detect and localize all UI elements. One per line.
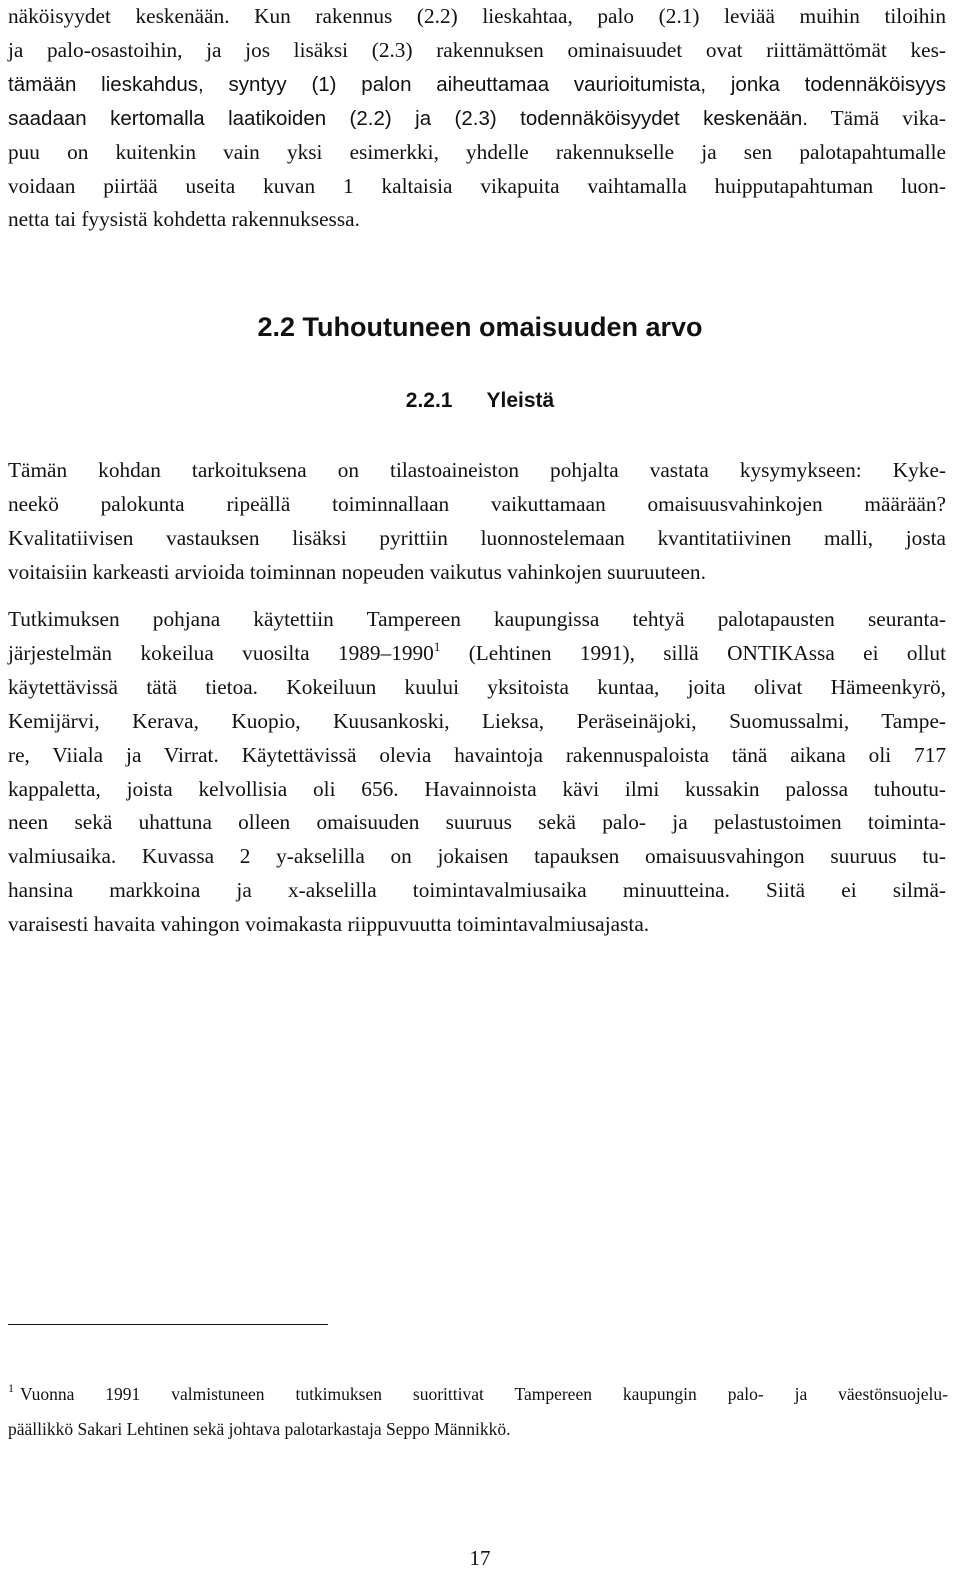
footnote-text: Vuonna 1991 valmistuneen tutkimuksen suorittivat Tampereen kaupungin palo- ja väestönsuojelu- xyxy=(20,1384,948,1404)
text-line: Kemijärvi, Kerava, Kuopio, Kuusankoski, Lieksa, Peräseinäjoki, Suomussalmi, Tampe- xyxy=(8,708,946,733)
text-line-mixed xyxy=(8,102,946,136)
paragraph-study xyxy=(8,603,946,942)
subsection-title: Yleistä xyxy=(486,389,555,412)
footnote-mark: 1 xyxy=(8,1381,14,1395)
text-line: neen sekä uhattuna olleen omaisuuden suuruus sekä palo- ja pelastustoimen toiminta- xyxy=(8,810,946,835)
section-heading: 2.2 Tuhoutuneen omaisuuden arvo xyxy=(257,312,703,342)
text-line: voidaan piirtää useita kuvan 1 kaltaisia vikapuita vaihtamalla huipputapahtuman luon- xyxy=(8,173,946,198)
paragraph-purpose xyxy=(8,454,946,590)
text-line-with-footnote-ref xyxy=(8,637,946,671)
text-line: netta tai fyysistä kohdetta rakennuksessa. xyxy=(8,207,360,232)
text-segment: järjestelmän kokeilua vuosilta 1989–1990 xyxy=(8,640,434,665)
text-line: Kvalitatiivisen vastauksen lisäksi pyrittiin luonnostelemaan kvantitatiivinen malli, josta xyxy=(8,525,946,550)
text-line: kappaletta, joista kelvollisia oli 656. Havainnoista kävi ilmi kussakin palossa tuhoutu- xyxy=(8,776,946,801)
text-line: valmiusaika. Kuvassa 2 y-akselilla on jokaisen tapauksen omaisuusvahingon suuruus tu- xyxy=(8,844,946,869)
footnote-line xyxy=(8,1377,948,1412)
subsection-heading xyxy=(0,386,960,416)
text-line: Tutkimuksen pohjana käytettiin Tampereen kaupungissa tehtyä palotapausten seuranta- xyxy=(8,607,946,631)
text-line: neekö palokunta ripeällä toiminnallaan vaikuttamaan omaisuusvahinkojen määrään? xyxy=(8,491,946,516)
text-segment: (Lehtinen 1991), sillä ONTIKAssa ei ollut xyxy=(440,640,946,665)
text-line: tämään lieskahdus, syntyy (1) palon aiheuttamaa vaurioitumista, jonka todennäköisyys xyxy=(8,72,946,96)
text-line: voitaisiin karkeasti arvioida toiminnan nopeuden vaikutus vahinkojen suuruuteen. xyxy=(8,559,706,584)
footnote-divider xyxy=(8,1324,328,1325)
text-line: puu on kuitenkin vain yksi esimerkki, yhdelle rakennukselle ja sen palotapahtumalle xyxy=(8,139,946,164)
footnote xyxy=(8,1377,948,1447)
text-line: re, Viiala ja Virrat. Käytettävissä olevia havaintoja rakennuspaloista tänä aikana oli 717 xyxy=(8,742,946,767)
text-segment-sans: saadaan kertomalla laatikoiden (2.2) ja (2.3) todennäköisyydet keskenään. xyxy=(8,106,808,130)
subsection-number: 2.2.1 xyxy=(405,389,453,412)
text-line: näköisyydet keskenään. Kun rakennus (2.2) lieskahtaa, palo (2.1) leviää muihin tiloihin xyxy=(8,4,946,28)
page-number: 17 xyxy=(469,1546,491,1570)
text-line: käytettävissä tätä tietoa. Kokeiluun kuului yksitoista kuntaa, joita olivat Hämeenkyrö, xyxy=(8,674,946,699)
footnote-line: päällikkö Sakari Lehtinen sekä johtava palotarkastaja Seppo Männikkö. xyxy=(8,1419,511,1439)
text-line: hansina markkoina ja x-akselilla toimintavalmiusaika minuutteina. Siitä ei silmä- xyxy=(8,878,946,903)
text-line: varaisesti havaita vahingon voimakasta riippuvuutta toimintavalmiusajasta. xyxy=(8,912,650,937)
text-line: Tämän kohdan tarkoituksena on tilastoaineiston pohjalta vastata kysymykseen: Kyke- xyxy=(8,458,946,482)
footnote-reference: 1 xyxy=(433,638,441,654)
paragraph-intro xyxy=(8,0,946,237)
text-line: ja palo-osastoihin, ja jos lisäksi (2.3) rakennuksen ominaisuudet ovat riittämättömät kes- xyxy=(8,37,946,62)
text-segment: Tämä vika- xyxy=(830,105,946,130)
